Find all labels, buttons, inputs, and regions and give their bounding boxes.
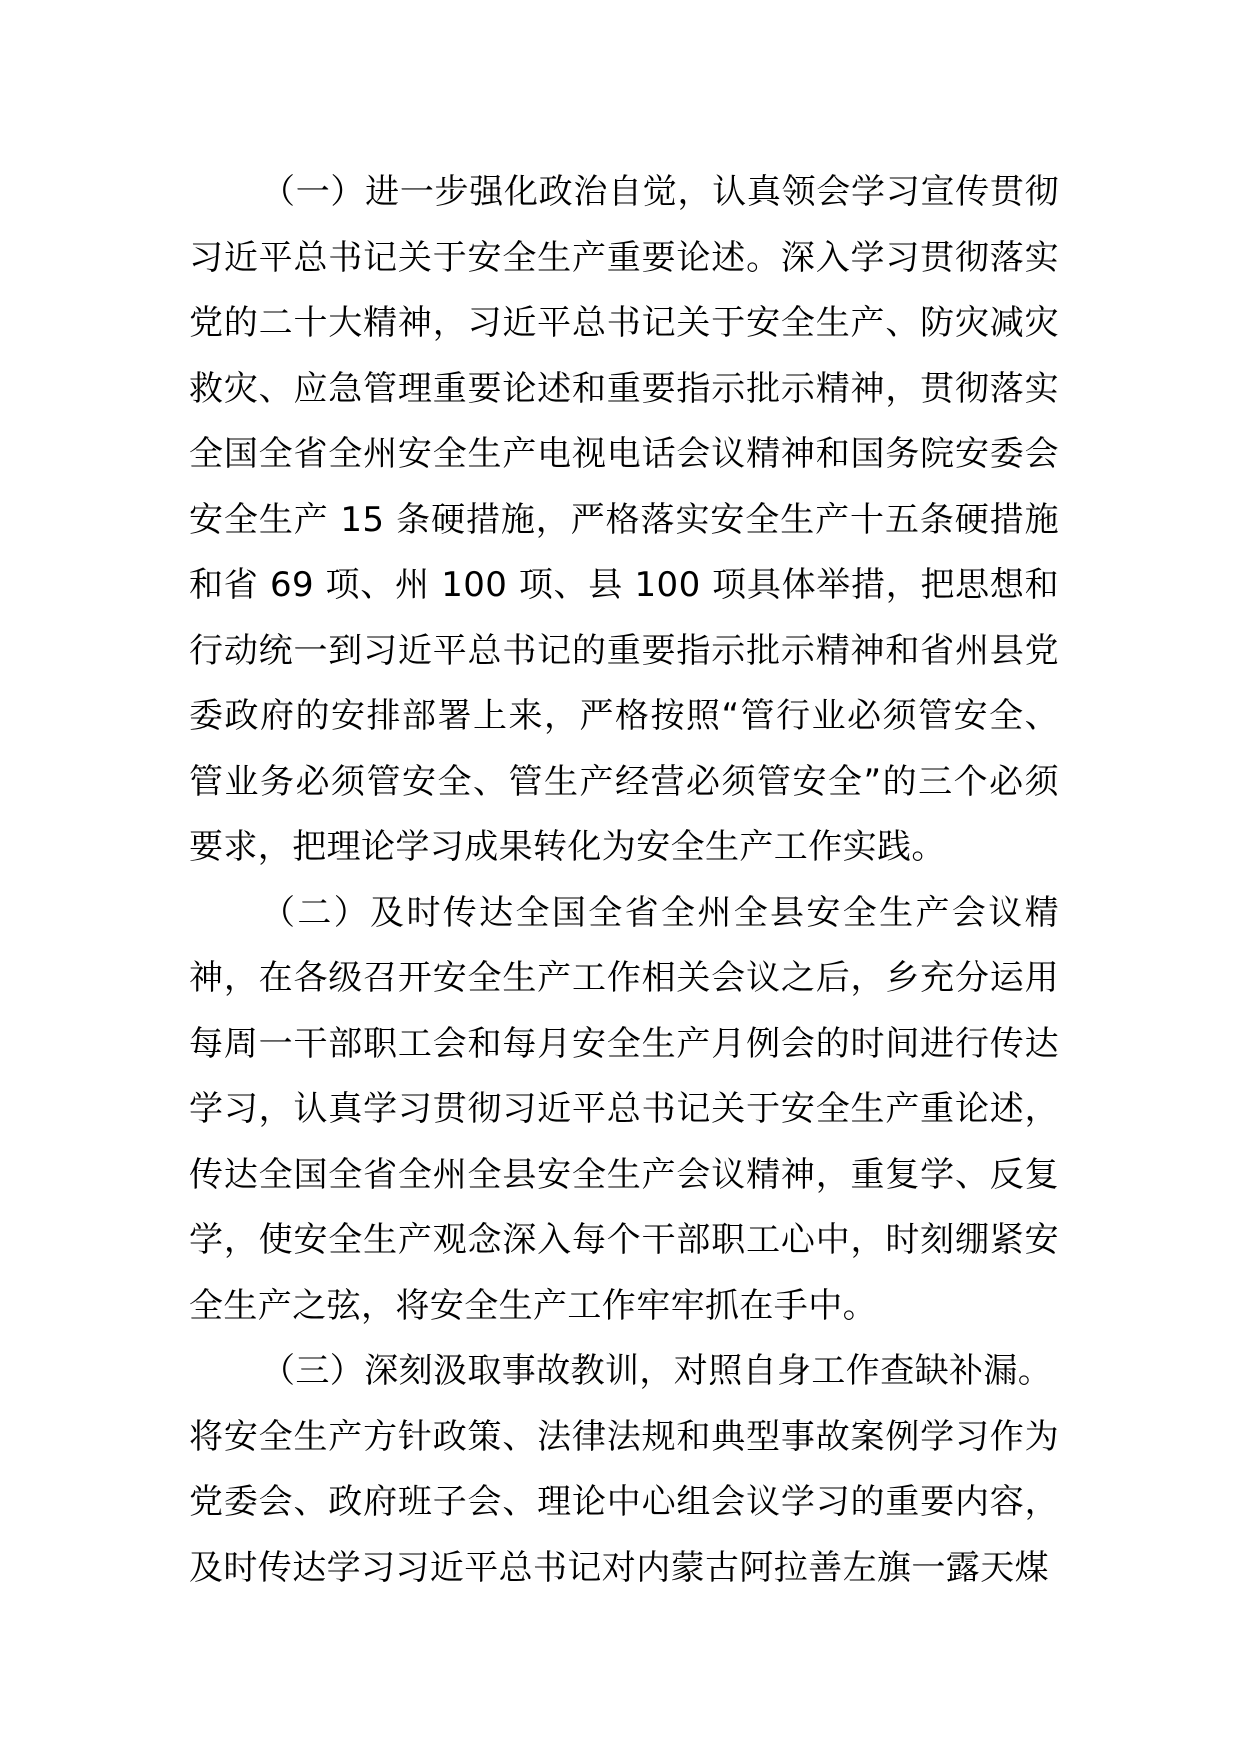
paragraph-section-2: （二）及时传达全国全省全州全县安全生产会议精神，在各级召开安全生产工作相关会议之后，乡充分运用每周一干部职工会和每月安全生产月例会的时间进行传达学习，认真学习贯彻习近平总书记关于安全生产重论述，传达全国全省全州全县安全生产会议精神，重复学、反复学，使安全生产观念深入每个干部职工心中，时刻绷紧安全生产之弦，将安全生产工作牢牢抓在手中。 bbox=[189, 892, 1059, 1326]
document-body bbox=[189, 160, 1059, 1601]
paragraph-section-3-body: 将安全生产方针政策、法律法规和典型事故案例学习作为党委会、政府班子会、理论中心组会议学习的重要内容，及时传达学习习近平总书记对内蒙古阿拉善左旗一露天煤 bbox=[189, 1416, 1059, 1588]
paragraph-section-3-heading: （三）深刻汲取事故教训，对照自身工作查缺补漏。 bbox=[261, 1351, 1053, 1391]
paragraph-section-1: （一）进一步强化政治自觉，认真领会学习宣传贯彻习近平总书记关于安全生产重要论述。深入学习贯彻落实党的二十大精神，习近平总书记关于安全生产、防灾减灾救灾、应急管理重要论述和重要指示批示精神，贯彻落实全国全省全州安全生产电视电话会议精神和国务院安委会安全生产 15 条硬措施，严格落实安全生产十五条硬措施和省 69 项、州 100 项、县 100 项具体举措，把思想和行动统一到习近平总书记的重要指示批示精神和省州县党委政府的安排部署上来，严格按照“管行业必须管安全、管业务必须管安全、管生产经营必须管安全”的三个必须要求，把理论学习成果转化为安全生产工作实践。 bbox=[189, 172, 1059, 867]
